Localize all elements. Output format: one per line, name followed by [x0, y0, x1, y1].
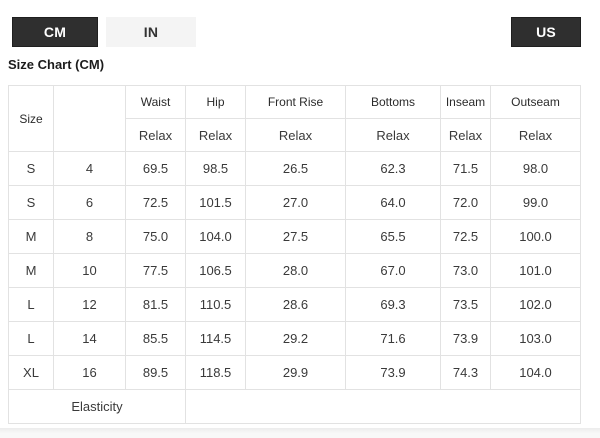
fit-type-cell: Relax — [246, 119, 346, 152]
measurement-cell: 8 — [54, 220, 126, 254]
in-unit-button[interactable]: IN — [106, 17, 196, 47]
measurement-cell: 104.0 — [186, 220, 246, 254]
measurement-cell: 73.5 — [441, 288, 491, 322]
measurement-cell: 103.0 — [491, 322, 581, 356]
measurement-cell: 65.5 — [346, 220, 441, 254]
measurement-cell: L — [9, 288, 54, 322]
header-row-measures — [9, 86, 581, 119]
size-row — [9, 220, 581, 254]
size-row — [9, 356, 581, 390]
measurement-cell: L — [9, 322, 54, 356]
us-size-column-header: US Size — [54, 86, 126, 152]
measure-column-header: Inseam — [441, 86, 491, 119]
measurement-cell: 99.0 — [491, 186, 581, 220]
measurement-cell: 26.5 — [246, 152, 346, 186]
measurement-cell: 71.5 — [441, 152, 491, 186]
size-row — [9, 186, 581, 220]
measurement-cell: 73.0 — [441, 254, 491, 288]
measurement-cell: 64.0 — [346, 186, 441, 220]
us-region-button[interactable]: US — [511, 17, 581, 47]
measurement-cell: 62.3 — [346, 152, 441, 186]
measurement-cell: 28.6 — [246, 288, 346, 322]
size-row — [9, 152, 581, 186]
measure-column-header: Front Rise — [246, 86, 346, 119]
size-row — [9, 322, 581, 356]
measurement-cell: 72.0 — [441, 186, 491, 220]
measurement-cell: 101.5 — [186, 186, 246, 220]
size-chart-body — [9, 152, 581, 424]
measurement-cell: 28.0 — [246, 254, 346, 288]
measure-column-header: Outseam — [491, 86, 581, 119]
measurement-cell: 102.0 — [491, 288, 581, 322]
measurement-cell: 72.5 — [441, 220, 491, 254]
measurement-cell: 98.0 — [491, 152, 581, 186]
measurement-cell: 4 — [54, 152, 126, 186]
measurement-cell: 101.0 — [491, 254, 581, 288]
measure-column-header: Bottoms — [346, 86, 441, 119]
measurement-cell: 81.5 — [126, 288, 186, 322]
measurement-cell: 77.5 — [126, 254, 186, 288]
measurement-cell: 114.5 — [186, 322, 246, 356]
measurement-cell: 73.9 — [346, 356, 441, 390]
measurement-cell: 98.5 — [186, 152, 246, 186]
size-column-header: Size — [9, 86, 54, 152]
fit-type-cell: Relax — [126, 119, 186, 152]
measurement-cell: 67.0 — [346, 254, 441, 288]
measurement-cell: 104.0 — [491, 356, 581, 390]
unit-toolbar — [12, 17, 581, 47]
measurement-cell: 72.5 — [126, 186, 186, 220]
measurement-cell: 16 — [54, 356, 126, 390]
measurement-cell: 118.5 — [186, 356, 246, 390]
measurement-cell: M — [9, 220, 54, 254]
measurement-cell: 106.5 — [186, 254, 246, 288]
elasticity-value — [186, 390, 581, 424]
measure-column-header: Hip — [186, 86, 246, 119]
measurement-cell: 110.5 — [186, 288, 246, 322]
measurement-cell: M — [9, 254, 54, 288]
size-chart-title: Size Chart (CM) — [8, 57, 105, 72]
measurement-cell: 27.5 — [246, 220, 346, 254]
measurement-cell: 71.6 — [346, 322, 441, 356]
measurement-cell: 69.5 — [126, 152, 186, 186]
measurement-cell: 27.0 — [246, 186, 346, 220]
size-row — [9, 288, 581, 322]
measurement-cell: 29.9 — [246, 356, 346, 390]
fit-type-cell: Relax — [441, 119, 491, 152]
cm-unit-button[interactable]: CM — [12, 17, 98, 47]
measurement-cell: 74.3 — [441, 356, 491, 390]
measurement-cell: 12 — [54, 288, 126, 322]
measurement-cell: 75.0 — [126, 220, 186, 254]
measurement-cell: 100.0 — [491, 220, 581, 254]
measurement-cell: 89.5 — [126, 356, 186, 390]
measurement-cell: 85.5 — [126, 322, 186, 356]
fit-type-cell: Relax — [346, 119, 441, 152]
measurement-cell: 14 — [54, 322, 126, 356]
size-chart-table — [8, 85, 581, 424]
elasticity-label: Elasticity — [9, 390, 186, 424]
measurement-cell: 10 — [54, 254, 126, 288]
measurement-cell: S — [9, 186, 54, 220]
fit-type-cell: Relax — [186, 119, 246, 152]
measurement-cell: S — [9, 152, 54, 186]
page-background-strip — [0, 428, 600, 438]
measurement-cell: XL — [9, 356, 54, 390]
measurement-cell: 69.3 — [346, 288, 441, 322]
measurement-cell: 29.2 — [246, 322, 346, 356]
size-row — [9, 254, 581, 288]
measurement-cell: 73.9 — [441, 322, 491, 356]
measurement-cell: 6 — [54, 186, 126, 220]
elasticity-row — [9, 390, 581, 424]
fit-type-cell: Relax — [491, 119, 581, 152]
measure-column-header: Waist — [126, 86, 186, 119]
